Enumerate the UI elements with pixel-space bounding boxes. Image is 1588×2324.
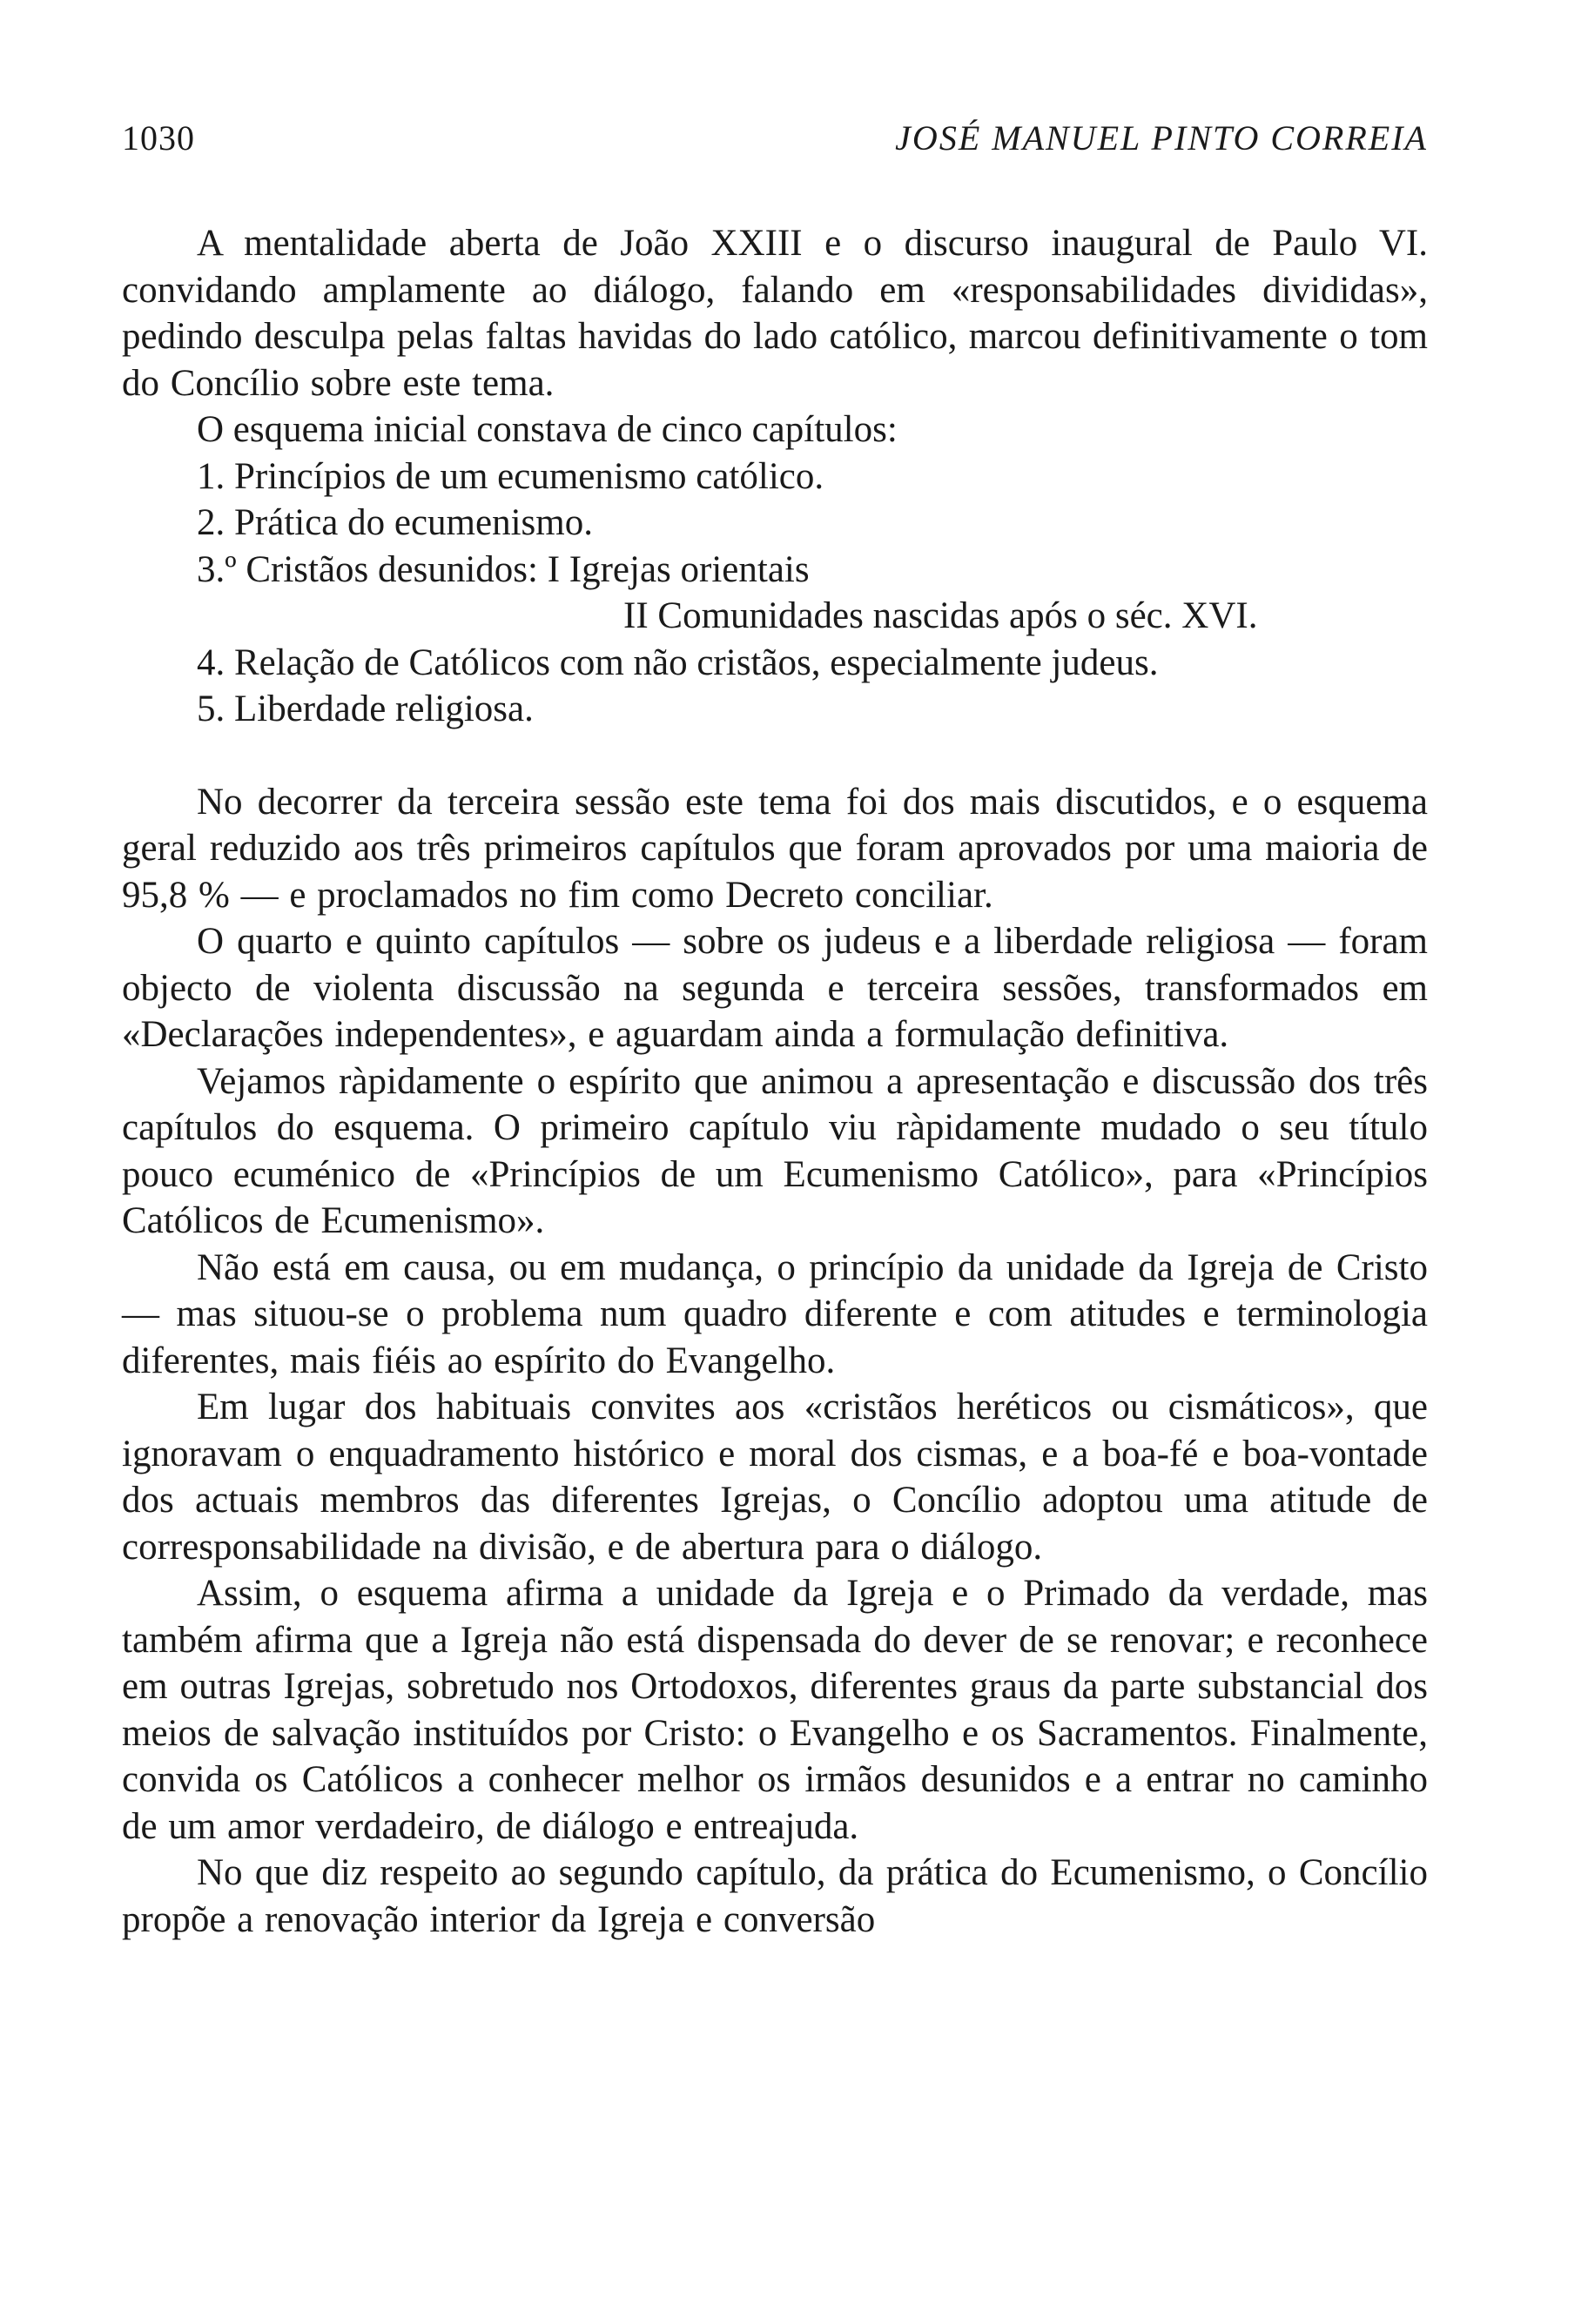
paragraph: Vejamos ràpidamente o espírito que animou a apresentação e discussão dos três capítulos do esquema. O primeiro capítulo viu ràpidamente mudado o seu título pouco ecuménico de «Princípios de um Ecumenismo Católico», para «Princípios Católicos de Ecumenismo».: [122, 1060, 1428, 1241]
chapter-list-intro: O esquema inicial constava de cinco capítulos:: [197, 409, 898, 450]
paragraph: No decorrer da terceira sessão este tema foi dos mais discutidos, e o esquema geral reduzido aos três primeiros capítulos que foram aprovados por uma maioria de 95,8 % — e proclamados no fim como Decreto conciliar.: [122, 781, 1428, 916]
section-gap: [122, 733, 1428, 779]
list-item: 1. Princípios de um ecumenismo católico.: [197, 455, 824, 497]
paragraph: A mentalidade aberta de João XXIII e o discurso inaugural de Paulo VI. convidando amplamente ao diálogo, falando em «responsabilidades divididas», pedindo desculpa pelas faltas havidas do lado católico, marcou definitivamente o tom do Concílio sobre este tema.: [122, 223, 1428, 404]
running-title: JOSÉ MANUEL PINTO CORREIA: [895, 118, 1428, 158]
paragraph: Não está em causa, ou em mudança, o princípio da unidade da Igreja de Cristo — mas situou-se o problema num quadro diferente e com atitudes e terminologia diferentes, mais fiéis ao espírito do Evangelho.: [122, 1246, 1428, 1381]
body-text: [122, 220, 1428, 1943]
page-number: 1030: [122, 118, 195, 158]
list-item-sub: II Comunidades nascidas após o séc. XVI.: [623, 595, 1258, 636]
list-item: 4. Relação de Católicos com não cristãos, especialmente judeus.: [197, 641, 1159, 683]
paragraph: Assim, o esquema afirma a unidade da Igreja e o Primado da verdade, mas também afirma que a Igreja não está dispensada do dever de se renovar; e reconhece em outras Igrejas, sobretudo nos Ortodoxos, diferentes graus da parte substancial dos meios de salvação instituídos por Cristo: o Evangelho e os Sacramentos. Finalmente, convida os Católicos a conhecer melhor os irmãos desunidos e a entrar no caminho de um amor verdadeiro, de diálogo e entreajuda.: [122, 1573, 1428, 1847]
list-item: 5. Liberdade religiosa.: [197, 688, 534, 729]
document-page: [122, 118, 1428, 1943]
paragraph: O quarto e quinto capítulos — sobre os judeus e a liberdade religiosa — foram objecto de violenta discussão na segunda e terceira sessões, transformados em «Declarações independentes», e aguardam ainda a formulação definitiva.: [122, 921, 1428, 1055]
paragraph: No que diz respeito ao segundo capítulo, da prática do Ecumenismo, o Concílio propõe a renovação interior da Igreja e conversão: [122, 1852, 1428, 1940]
running-head: [122, 118, 1428, 170]
list-item: 2. Prática do ecumenismo.: [197, 502, 593, 543]
paragraph: Em lugar dos habituais convites aos «cristãos heréticos ou cismáticos», que ignoravam o enquadramento histórico e moral dos cismas, e a boa-fé e boa-vontade dos actuais membros das diferentes Igrejas, o Concílio adoptou uma atitude de corresponsabilidade na divisão, e de abertura para o diálogo.: [122, 1387, 1428, 1568]
chapter-list: [122, 453, 1428, 733]
list-item: 3.º Cristãos desunidos: I Igrejas orientais: [197, 548, 810, 590]
